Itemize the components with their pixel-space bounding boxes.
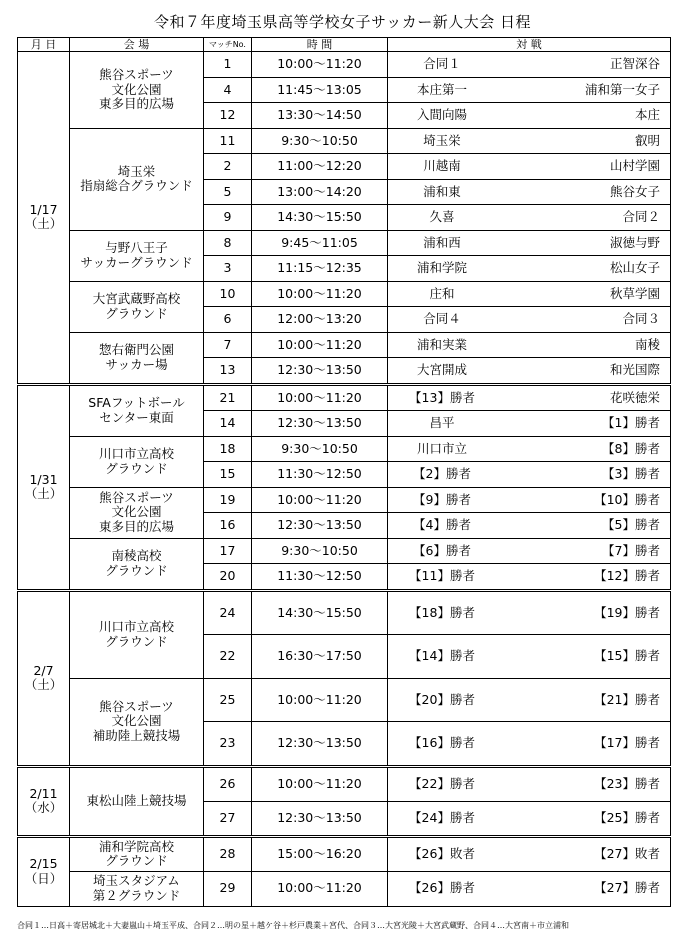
team-left-cell (388, 332, 496, 358)
schedule-table (17, 37, 671, 907)
team-left: 【26】勝者 (409, 880, 475, 896)
match-time: 11:30～12:50 (252, 564, 388, 591)
match-time: 11:15～12:35 (252, 256, 388, 282)
team-right: 【27】勝者 (496, 871, 671, 906)
match-number: 17 (204, 538, 252, 564)
team-right: 【8】勝者 (496, 436, 671, 462)
team-left: 【24】勝者 (409, 809, 475, 825)
team-left: 合同１ (423, 56, 461, 72)
footnote: 合同１…日高＋寄居城北＋大妻嵐山＋埼玉平成、合同２…明の星＋越ケ谷＋杉戸農業＋宮代、合同３…大宮光陵＋大宮武蔵野、合同４…大宮南＋市立浦和 (17, 921, 569, 930)
match-number: 24 (204, 590, 252, 635)
team-left: 埼玉栄 (423, 132, 461, 148)
match-row (18, 436, 671, 462)
team-left: 庄和 (429, 285, 455, 301)
match-number: 16 (204, 513, 252, 539)
venue-name: 川口市立高校 グラウンド (70, 436, 204, 487)
team-left: 大宮開成 (416, 362, 467, 378)
match-time: 11:45～13:05 (252, 77, 388, 103)
match-time: 10:00～11:20 (252, 678, 388, 722)
team-left: 浦和学院 (416, 260, 467, 276)
venue-name: 惣右衛門公園 サッカー場 (70, 332, 204, 384)
team-right: 山村学園 (496, 154, 671, 180)
team-right: 和光国際 (496, 358, 671, 385)
team-left: 浦和東 (423, 183, 461, 199)
match-number: 23 (204, 722, 252, 767)
team-left-cell (388, 230, 496, 256)
venue-name: SFAフットボール センター東面 (70, 384, 204, 436)
team-left-cell (388, 281, 496, 307)
venue-name: 大宮武蔵野高校 グラウンド (70, 281, 204, 332)
match-number: 29 (204, 871, 252, 906)
team-left: 本庄第一 (416, 81, 467, 97)
team-right: 浦和第一女子 (496, 77, 671, 103)
team-left-cell (388, 564, 496, 591)
match-number: 15 (204, 462, 252, 488)
header-row (18, 38, 671, 52)
team-left: 久喜 (429, 209, 455, 225)
match-number: 5 (204, 179, 252, 205)
match-time: 10:00～11:20 (252, 871, 388, 906)
venue-name: 与野八王子 サッカーグラウンド (70, 230, 204, 281)
team-left: 【26】敗者 (409, 845, 475, 861)
team-right: 【19】勝者 (496, 590, 671, 635)
team-left-cell (388, 358, 496, 385)
match-number: 14 (204, 411, 252, 437)
match-number: 12 (204, 103, 252, 129)
team-left: 浦和西 (423, 234, 461, 250)
team-right: 【5】勝者 (496, 513, 671, 539)
match-time: 9:30～10:50 (252, 436, 388, 462)
match-row (18, 128, 671, 154)
team-right: 【7】勝者 (496, 538, 671, 564)
match-row (18, 281, 671, 307)
team-left-cell (388, 635, 496, 679)
team-left: 【11】勝者 (409, 568, 475, 584)
match-number: 22 (204, 635, 252, 679)
team-left-cell (388, 128, 496, 154)
match-row (18, 230, 671, 256)
header-venue: 会 場 (70, 38, 204, 52)
match-time: 9:30～10:50 (252, 128, 388, 154)
match-number: 18 (204, 436, 252, 462)
match-number: 21 (204, 384, 252, 411)
match-number: 3 (204, 256, 252, 282)
team-right: 【10】勝者 (496, 487, 671, 513)
venue-name: 熊谷スポーツ 文化公園 東多目的広場 (70, 487, 204, 538)
team-left: 浦和実業 (416, 336, 467, 352)
venue-name: 川口市立高校 グラウンド (70, 590, 204, 678)
team-left-cell (388, 205, 496, 231)
team-left-cell (388, 487, 496, 513)
match-time: 14:30～15:50 (252, 205, 388, 231)
team-left: 【6】勝者 (413, 542, 471, 558)
page-title: 令和７年度埼玉県高等学校女子サッカー新人大会 日程 (154, 13, 531, 31)
match-time: 10:00～11:20 (252, 384, 388, 411)
match-time: 10:00～11:20 (252, 487, 388, 513)
venue-name: 南稜高校 グラウンド (70, 538, 204, 590)
team-left-cell (388, 462, 496, 488)
team-left: 川越南 (423, 158, 461, 174)
match-date: 1/17 （土） (18, 52, 70, 385)
team-right: 南稜 (496, 332, 671, 358)
team-left-cell (388, 256, 496, 282)
match-time: 10:00～11:20 (252, 332, 388, 358)
match-number: 4 (204, 77, 252, 103)
team-left: 入間向陽 (416, 107, 467, 123)
team-left: 【9】勝者 (413, 491, 471, 507)
venue-name: 熊谷スポーツ 文化公園 補助陸上競技場 (70, 678, 204, 766)
match-number: 11 (204, 128, 252, 154)
team-left: 【22】勝者 (409, 775, 475, 791)
match-time: 14:30～15:50 (252, 590, 388, 635)
team-left: 川口市立 (416, 440, 467, 456)
match-time: 9:45～11:05 (252, 230, 388, 256)
match-time: 16:30～17:50 (252, 635, 388, 679)
match-time: 9:30～10:50 (252, 538, 388, 564)
match-number: 6 (204, 307, 252, 333)
match-number: 26 (204, 766, 252, 801)
team-left-cell (388, 411, 496, 437)
team-right: 花咲徳栄 (496, 384, 671, 411)
venue-name: 埼玉栄 指扇総合グラウンド (70, 128, 204, 230)
team-right: 本庄 (496, 103, 671, 129)
team-left-cell (388, 307, 496, 333)
match-number: 27 (204, 801, 252, 836)
match-time: 13:30～14:50 (252, 103, 388, 129)
header-matchup: 対 戦 (388, 38, 671, 52)
match-number: 9 (204, 205, 252, 231)
match-row (18, 332, 671, 358)
team-left-cell (388, 538, 496, 564)
match-time: 12:30～13:50 (252, 513, 388, 539)
team-left-cell (388, 384, 496, 411)
team-left-cell (388, 836, 496, 871)
match-number: 19 (204, 487, 252, 513)
match-date: 2/15 （日） (18, 836, 70, 906)
team-right: 【3】勝者 (496, 462, 671, 488)
match-row (18, 871, 671, 906)
venue-name: 熊谷スポーツ 文化公園 東多目的広場 (70, 52, 204, 129)
team-left-cell (388, 77, 496, 103)
team-left: 【13】勝者 (409, 389, 475, 405)
team-right: 松山女子 (496, 256, 671, 282)
match-time: 15:00～16:20 (252, 836, 388, 871)
team-right: 合同３ (496, 307, 671, 333)
team-left-cell (388, 766, 496, 801)
match-row (18, 538, 671, 564)
match-time: 12:30～13:50 (252, 411, 388, 437)
team-left: 【2】勝者 (413, 466, 471, 482)
team-right: 秋草学園 (496, 281, 671, 307)
team-left: 【4】勝者 (413, 517, 471, 533)
team-right: 正智深谷 (496, 52, 671, 78)
match-row (18, 836, 671, 871)
match-time: 10:00～11:20 (252, 281, 388, 307)
header-time: 時 間 (252, 38, 388, 52)
team-right: 熊谷女子 (496, 179, 671, 205)
team-left: 【14】勝者 (409, 648, 475, 664)
team-right: 【21】勝者 (496, 678, 671, 722)
team-right: 【27】敗者 (496, 836, 671, 871)
match-date: 2/7 （土） (18, 590, 70, 766)
match-time: 12:30～13:50 (252, 358, 388, 385)
match-time: 12:00～13:20 (252, 307, 388, 333)
team-left: 【18】勝者 (409, 604, 475, 620)
match-time: 11:30～12:50 (252, 462, 388, 488)
team-right: 【1】勝者 (496, 411, 671, 437)
team-left: 合同４ (423, 311, 461, 327)
team-left-cell (388, 871, 496, 906)
match-number: 8 (204, 230, 252, 256)
team-left-cell (388, 590, 496, 635)
venue-name: 浦和学院高校 グラウンド (70, 836, 204, 871)
team-right: 叡明 (496, 128, 671, 154)
team-left-cell (388, 722, 496, 767)
team-left: 昌平 (429, 415, 455, 431)
team-right: 合同２ (496, 205, 671, 231)
header-match-no: マッチNo. (204, 38, 252, 52)
team-left-cell (388, 179, 496, 205)
match-number: 20 (204, 564, 252, 591)
venue-name: 埼玉スタジアム 第２グラウンド (70, 871, 204, 906)
team-right: 【25】勝者 (496, 801, 671, 836)
match-time: 12:30～13:50 (252, 722, 388, 767)
team-right: 【17】勝者 (496, 722, 671, 767)
match-number: 25 (204, 678, 252, 722)
match-number: 7 (204, 332, 252, 358)
match-number: 28 (204, 836, 252, 871)
match-row (18, 590, 671, 635)
match-date: 1/31 （土） (18, 384, 70, 590)
team-left-cell (388, 801, 496, 836)
team-right: 【15】勝者 (496, 635, 671, 679)
team-left-cell (388, 154, 496, 180)
team-left-cell (388, 52, 496, 78)
team-right: 【23】勝者 (496, 766, 671, 801)
team-left-cell (388, 436, 496, 462)
match-row (18, 766, 671, 801)
team-left: 【16】勝者 (409, 735, 475, 751)
match-row (18, 384, 671, 411)
team-left-cell (388, 513, 496, 539)
match-row (18, 52, 671, 78)
team-right: 淑徳与野 (496, 230, 671, 256)
match-time: 13:00～14:20 (252, 179, 388, 205)
match-row (18, 678, 671, 722)
team-left-cell (388, 103, 496, 129)
match-number: 10 (204, 281, 252, 307)
team-right: 【12】勝者 (496, 564, 671, 591)
match-number: 2 (204, 154, 252, 180)
team-left: 【20】勝者 (409, 691, 475, 707)
team-left-cell (388, 678, 496, 722)
match-time: 10:00～11:20 (252, 52, 388, 78)
match-number: 1 (204, 52, 252, 78)
match-number: 13 (204, 358, 252, 385)
match-time: 11:00～12:20 (252, 154, 388, 180)
match-date: 2/11 （水） (18, 766, 70, 836)
match-time: 10:00～11:20 (252, 766, 388, 801)
venue-name: 東松山陸上競技場 (70, 766, 204, 836)
header-date: 月 日 (18, 38, 70, 52)
match-row (18, 487, 671, 513)
match-time: 12:30～13:50 (252, 801, 388, 836)
